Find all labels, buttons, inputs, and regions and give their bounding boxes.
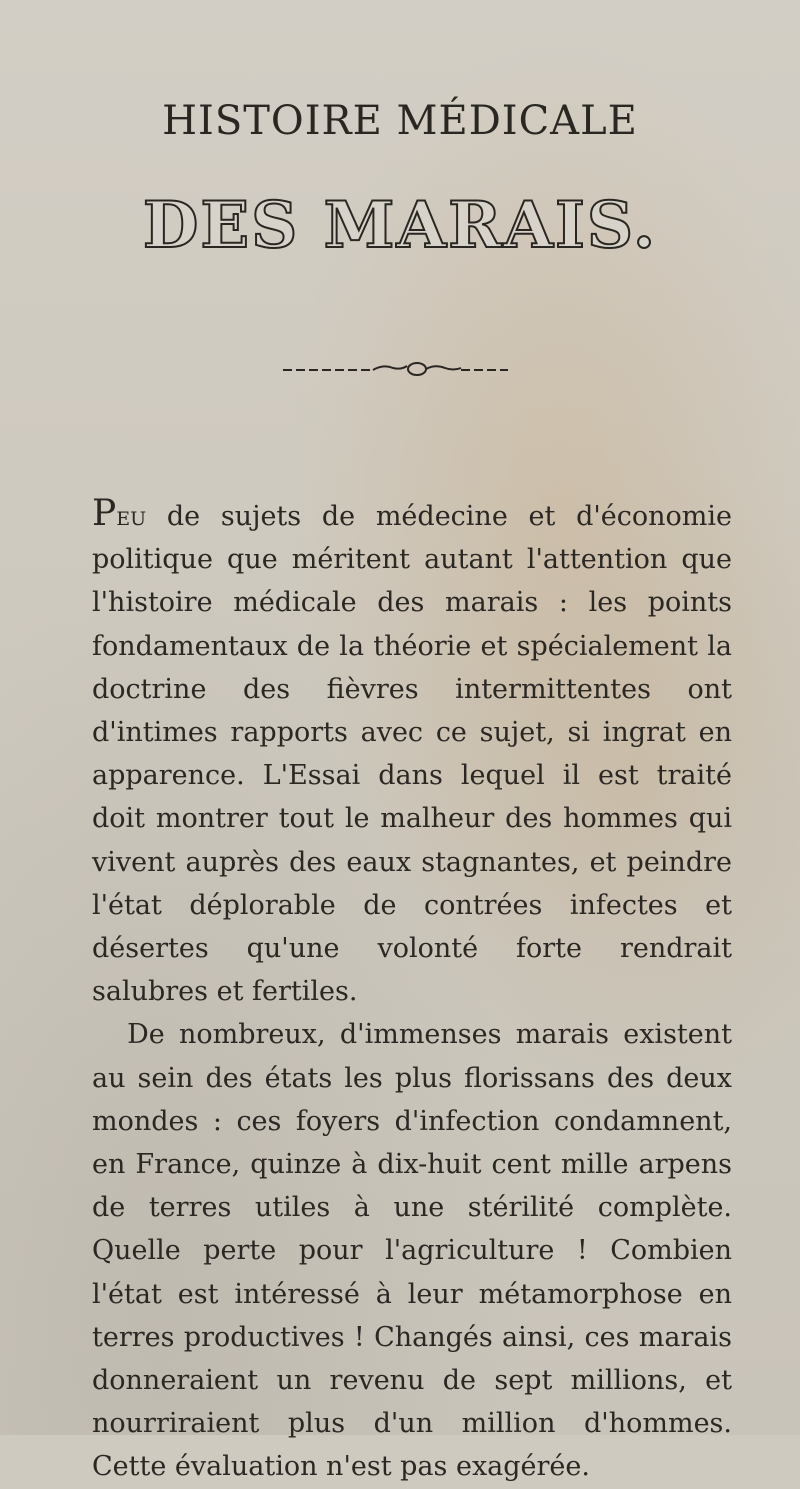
body-text	[92, 492, 732, 1489]
ornament-divider	[283, 360, 508, 378]
page-title-line-2: DES MARAIS.	[142, 188, 658, 263]
lead-word: eu	[116, 501, 147, 532]
paragraph-1-text: de sujets de médecine et d'économie politique que méritent autant l'attention que l'histoire médicale des marais : les points fondamentaux de la théorie et spécialement la doctrine des fièvres intermittentes ont d'intimes rapports avec ce sujet, si ingrat en apparence. L'Essai dans lequel il est traité doit montrer tout le malheur des hommes qui vivent auprès des eaux stagnantes, et peindre l'état déplorable de contrées infectes et désertes qu'une volonté forte rendrait salubres et fertiles.	[92, 501, 732, 1008]
page-title-line-1: HISTOIRE MÉDICALE	[162, 98, 638, 144]
paragraph-2: De nombreux, d'immenses marais existent au sein des états les plus florissans des deux mondes : ces foyers d'infection condamnent, en France, quinze à dix-huit cent mille arpens de terres utiles à une stérilité complète. Quelle perte pour l'agriculture ! Combien l'état est intéressé à leur métamorphose en terres productives ! Changés ainsi, ces marais donneraient un revenu de sept millions, et nourriraient plus d'un million d'hommes. Cette évaluation n'est pas exagérée.	[92, 1019, 732, 1483]
paragraph-1	[92, 492, 732, 1013]
drop-cap: P	[92, 493, 117, 534]
